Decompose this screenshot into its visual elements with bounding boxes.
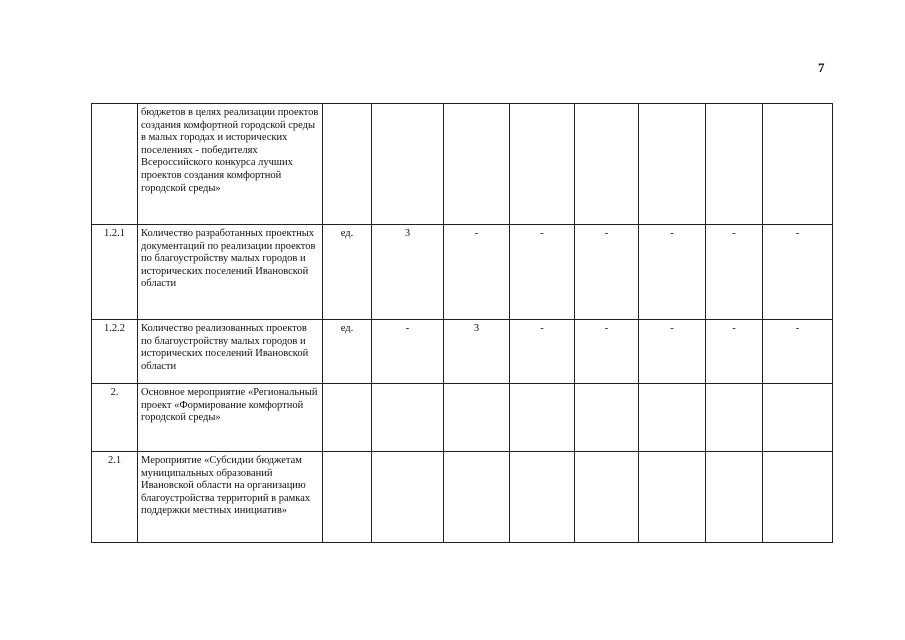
row-number: 2. — [92, 384, 138, 452]
row-description: Количество реализованных проектов по благоустройству малых городов и исторических поселений Ивановской области — [138, 320, 323, 384]
value-cell — [510, 104, 575, 225]
value-cell — [444, 384, 510, 452]
row-unit — [323, 452, 372, 543]
row-unit — [323, 104, 372, 225]
table-row — [92, 320, 833, 384]
row-description: Основное мероприятие «Региональный проект «Формирование комфортной городской среды» — [138, 384, 323, 452]
value-cell — [763, 384, 833, 452]
value-cell: 3 — [444, 320, 510, 384]
table-row — [92, 104, 833, 225]
value-cell — [575, 452, 639, 543]
value-cell — [639, 452, 706, 543]
value-cell — [372, 104, 444, 225]
row-number: 1.2.1 — [92, 225, 138, 320]
value-cell: - — [763, 225, 833, 320]
row-unit: ед. — [323, 225, 372, 320]
value-cell — [706, 452, 763, 543]
value-cell — [510, 384, 575, 452]
row-description: бюджетов в целях реализации проектов создания комфортной городской среды в малых городах и исторических поселениях - победителях Всероссийского конкурса лучших проектов создания комфортной городской среды» — [138, 104, 323, 225]
value-cell: - — [639, 320, 706, 384]
indicators-table — [91, 103, 833, 543]
value-cell: 3 — [372, 225, 444, 320]
value-cell: - — [706, 320, 763, 384]
value-cell — [763, 104, 833, 225]
row-number — [92, 104, 138, 225]
value-cell: - — [510, 320, 575, 384]
page-number: 7 — [818, 60, 825, 75]
row-unit — [323, 384, 372, 452]
row-number: 1.2.2 — [92, 320, 138, 384]
value-cell — [639, 384, 706, 452]
value-cell: - — [575, 225, 639, 320]
row-number: 2.1 — [92, 452, 138, 543]
value-cell — [444, 452, 510, 543]
row-unit: ед. — [323, 320, 372, 384]
value-cell — [639, 104, 706, 225]
table-row — [92, 225, 833, 320]
value-cell — [444, 104, 510, 225]
row-description: Мероприятие «Субсидии бюджетам муниципальных образований Ивановской области на организацию благоустройства территорий в рамках поддержки местных инициатив» — [138, 452, 323, 543]
value-cell — [575, 104, 639, 225]
value-cell: - — [763, 320, 833, 384]
value-cell — [763, 452, 833, 543]
value-cell — [510, 452, 575, 543]
table-row — [92, 452, 833, 543]
value-cell: - — [706, 225, 763, 320]
value-cell — [706, 384, 763, 452]
value-cell — [372, 384, 444, 452]
value-cell: - — [575, 320, 639, 384]
value-cell — [372, 452, 444, 543]
value-cell: - — [444, 225, 510, 320]
row-description: Количество разработанных проектных документаций по реализации проектов по благоустройству малых городов и исторических поселений Ивановской области — [138, 225, 323, 320]
value-cell: - — [510, 225, 575, 320]
table-row — [92, 384, 833, 452]
value-cell: - — [372, 320, 444, 384]
value-cell — [575, 384, 639, 452]
value-cell: - — [639, 225, 706, 320]
value-cell — [706, 104, 763, 225]
